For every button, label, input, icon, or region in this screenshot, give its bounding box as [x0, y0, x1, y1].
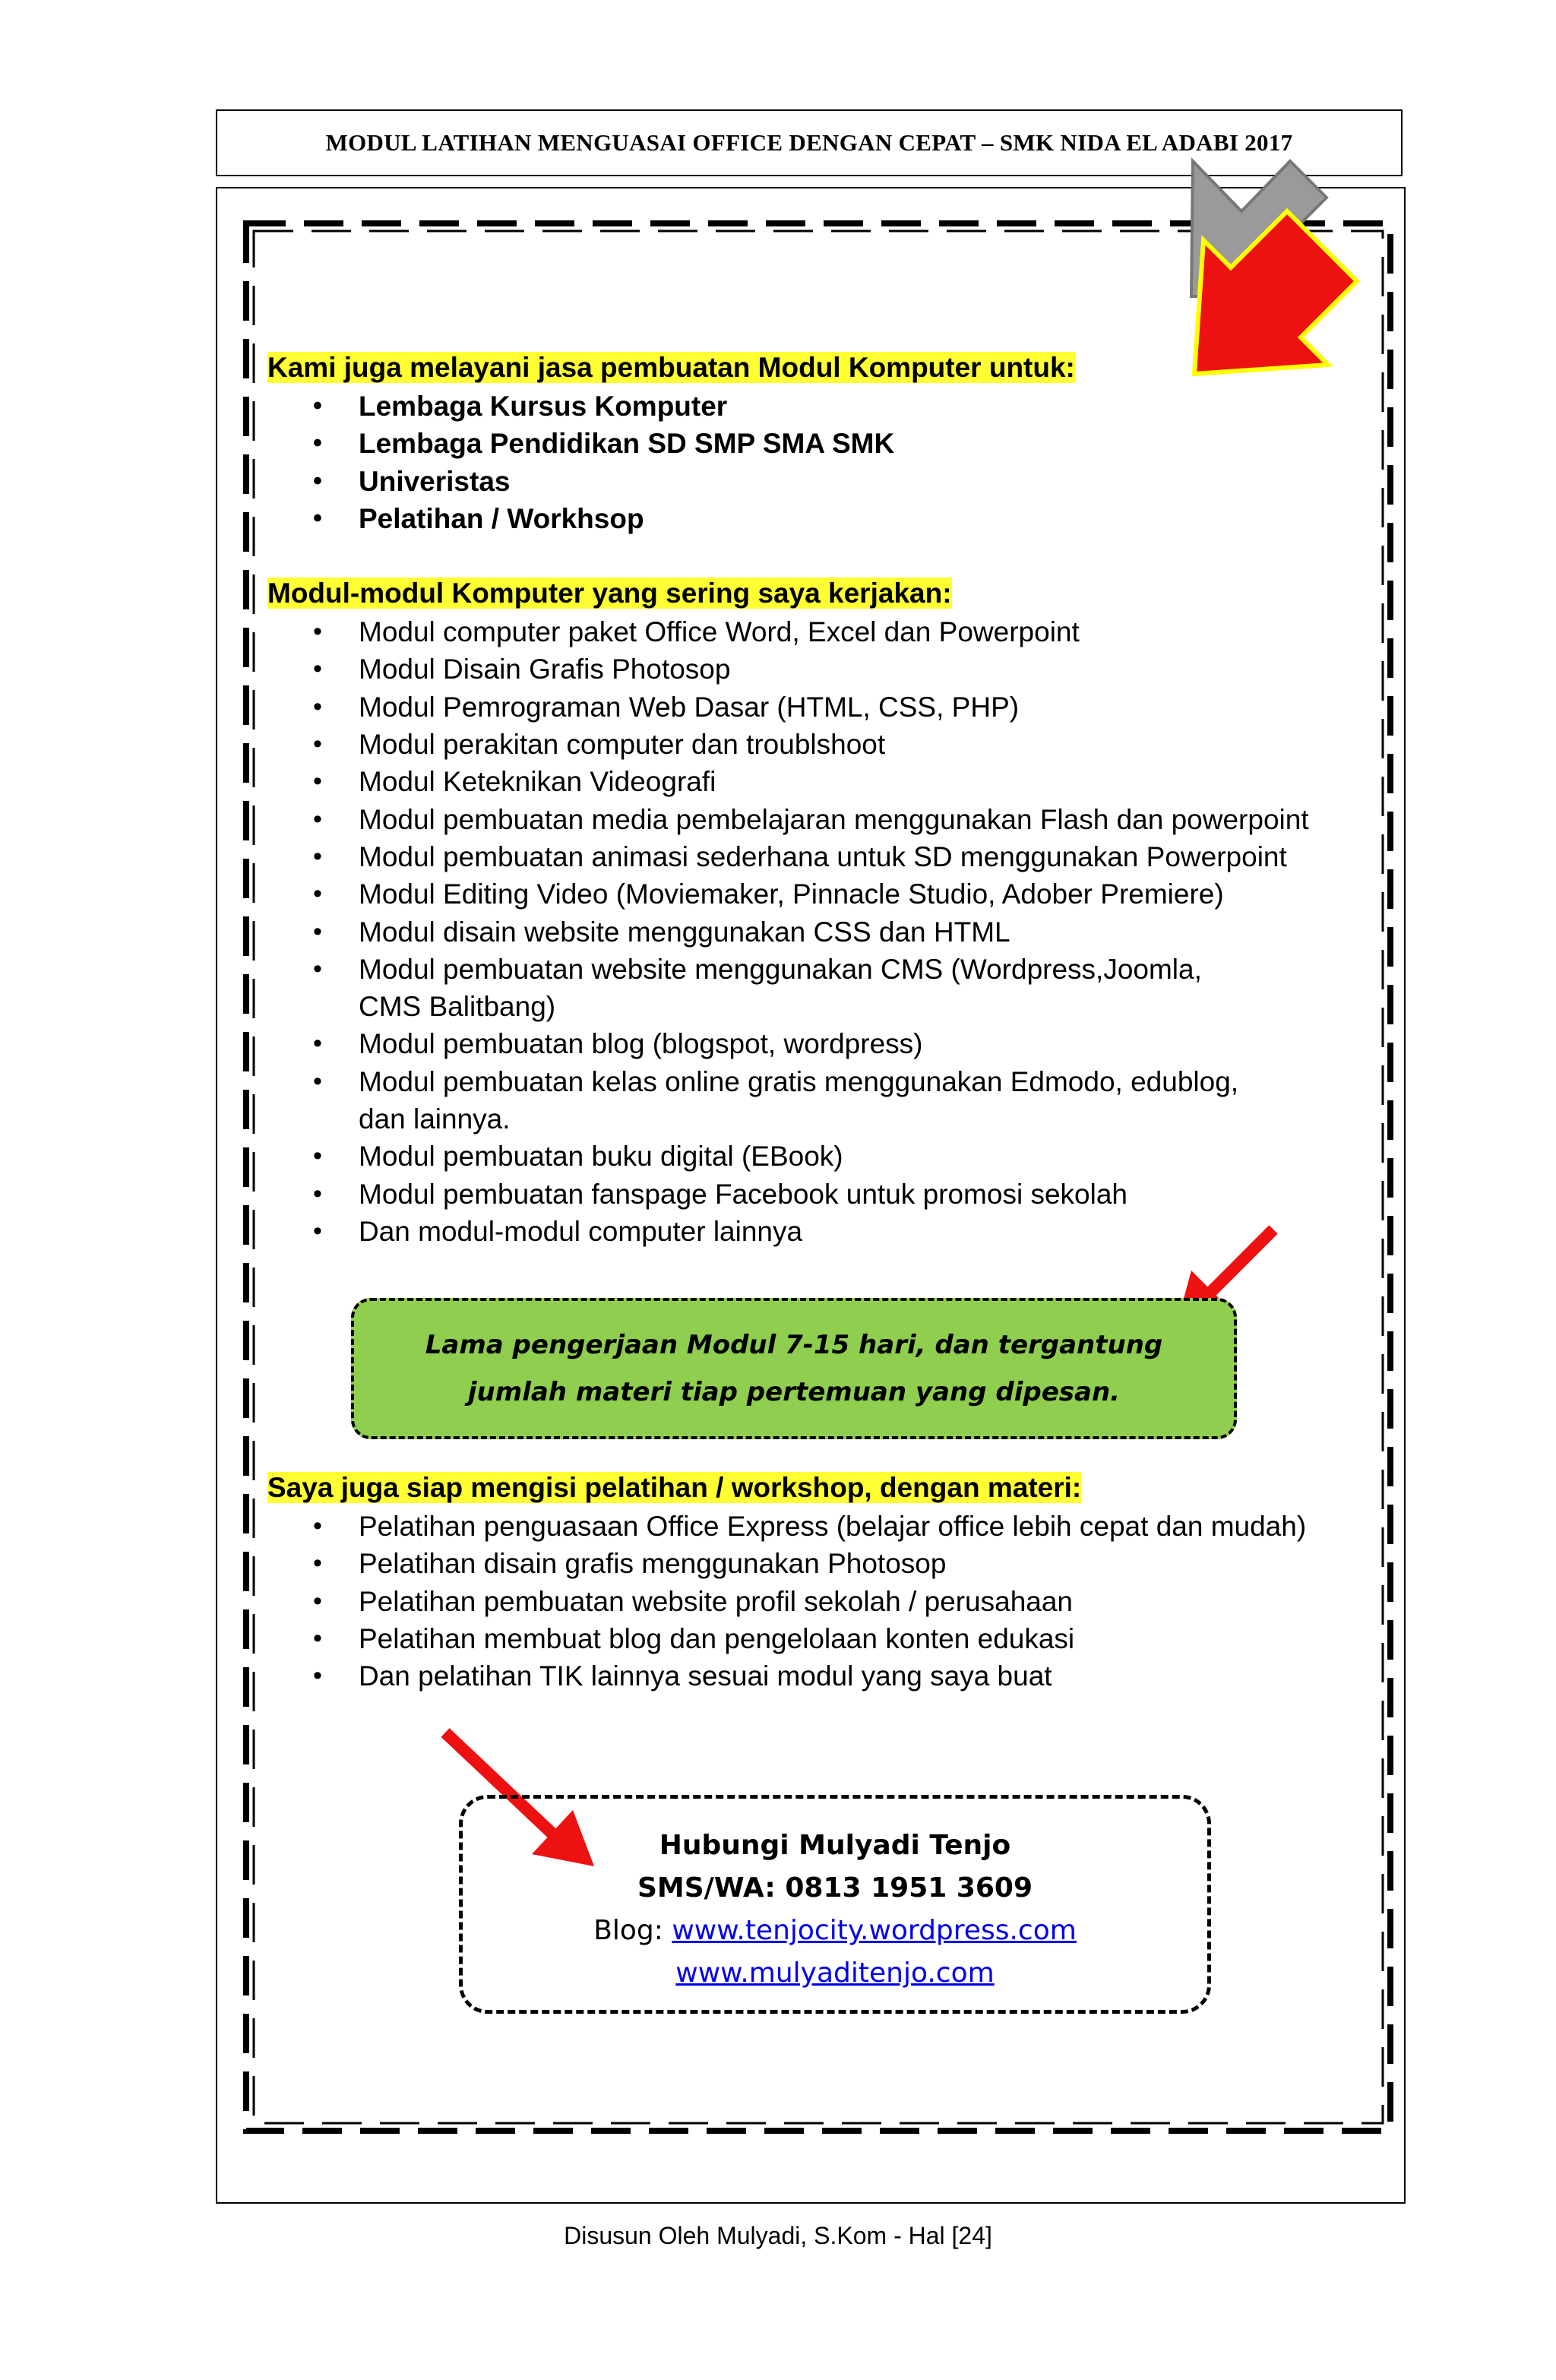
list-item: • Dan modul-modul computer lainnya: [267, 1213, 1377, 1250]
list-item: • Lembaga Pendidikan SD SMP SMA SMK: [267, 425, 1377, 462]
note-line: jumlah materi tiap pertemuan yang dipesan.: [467, 1377, 1121, 1407]
list-item: • Modul Disain Grafis Photosop: [267, 650, 1377, 688]
site-link[interactable]: www.mulyaditenjo.com: [675, 1957, 995, 1989]
main-content: [267, 348, 1377, 1250]
list-item: • Modul perakitan computer dan troublshoot: [267, 726, 1377, 763]
section2-heading: Modul-modul Komputer yang sering saya kerjakan:: [267, 578, 952, 609]
blog-label: Blog:: [593, 1915, 672, 1946]
list-item: • Modul pembuatan animasi sederhana untuk SD menggunakan Powerpoint: [267, 838, 1377, 875]
list-item: • Pelatihan pembuatan website profil sekolah / perusahaan: [267, 1583, 1377, 1620]
contact-name: Hubungi Mulyadi Tenjo: [659, 1830, 1011, 1861]
list-item: • Univeristas: [267, 463, 1377, 500]
list-item: • Lembaga Kursus Komputer: [267, 388, 1377, 425]
contact-phone: SMS/WA: 0813 1951 3609: [637, 1872, 1033, 1904]
list-item: • Dan pelatihan TIK lainnya sesuai modul yang saya buat: [267, 1657, 1377, 1695]
list-item: • Modul pembuatan kelas online gratis menggunakan Edmodo, edublog, dan lainnya.: [267, 1063, 1377, 1138]
list-item: • Modul pembuatan fanspage Facebook untuk promosi sekolah: [267, 1176, 1377, 1213]
list-item: • Pelatihan membuat blog dan pengelolaan konten edukasi: [267, 1620, 1377, 1657]
blog-link[interactable]: www.tenjocity.wordpress.com: [672, 1915, 1077, 1946]
page-footer: Disusun Oleh Mulyadi, S.Kom - Hal [24]: [564, 2222, 992, 2249]
big-arrow-icon: [1162, 161, 1389, 374]
list-item: • Modul computer paket Office Word, Excel dan Powerpoint: [267, 613, 1377, 650]
contact-box: [459, 1795, 1211, 2014]
section3-heading: Saya juga siap mengisi pelatihan / workshop, dengan materi:: [267, 1472, 1082, 1503]
list-item: • Modul pembuatan website menggunakan CMS (Wordpress,Joomla, CMS Balitbang): [267, 951, 1377, 1026]
list-item: • Modul Editing Video (Moviemaker, Pinnacle Studio, Adober Premiere): [267, 875, 1377, 913]
header-title: MODUL LATIHAN MENGUASAI OFFICE DENGAN CEPAT – SMK NIDA EL ADABI 2017: [325, 129, 1293, 156]
list-item: • Pelatihan penguasaan Office Express (belajar office lebih cepat dan mudah): [267, 1508, 1377, 1545]
section1-list: [267, 388, 1377, 537]
list-item: • Modul disain website menggunakan CSS dan HTML: [267, 913, 1377, 951]
contact-site: [463, 1952, 1207, 1995]
section3-list: [267, 1508, 1377, 1695]
contact-blog: [463, 1910, 1207, 1952]
list-item: • Pelatihan / Workhsop: [267, 500, 1377, 537]
list-item: • Modul pembuatan media pembelajaran menggunakan Flash dan powerpoint: [267, 801, 1377, 838]
note-line: Lama pengerjaan Modul 7-15 hari, dan tergantung: [425, 1330, 1163, 1360]
list-item: • Modul Pemrograman Web Dasar (HTML, CSS, PHP): [267, 688, 1377, 726]
list-item: • Modul pembuatan buku digital (EBook): [267, 1138, 1377, 1175]
section2-list: [267, 613, 1377, 1250]
section1-heading: Kami juga melayani jasa pembuatan Modul Komputer untuk:: [267, 352, 1075, 383]
training-content: [267, 1468, 1377, 1695]
duration-note: [351, 1298, 1237, 1439]
list-item: • Pelatihan disain grafis menggunakan Photosop: [267, 1545, 1377, 1582]
list-item: • Modul pembuatan blog (blogspot, wordpress): [267, 1025, 1377, 1062]
list-item: • Modul Keteknikan Videografi: [267, 763, 1377, 800]
